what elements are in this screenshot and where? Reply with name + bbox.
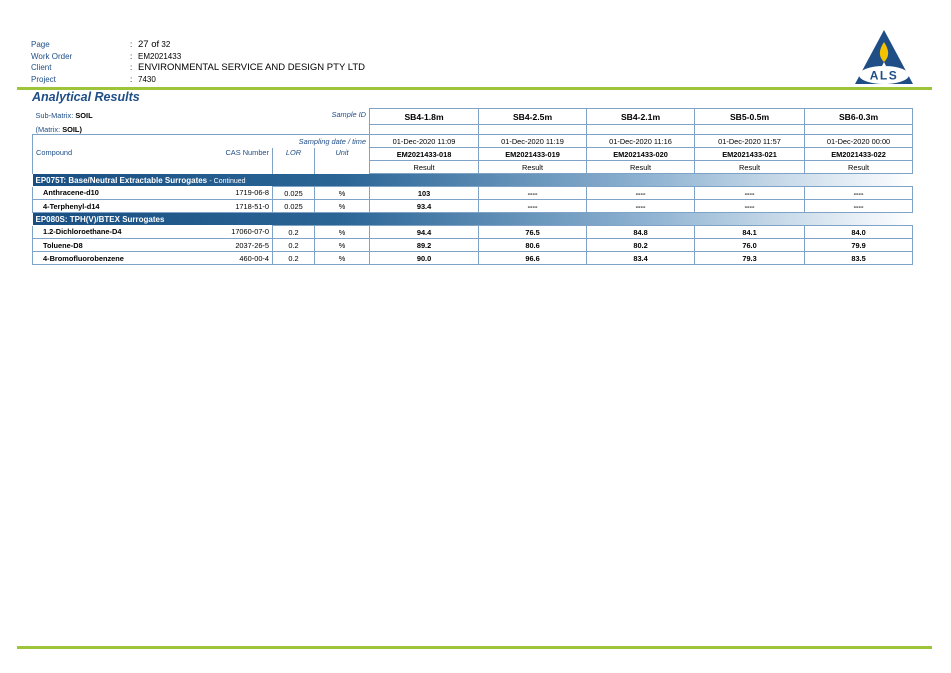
sampling-date: 01-Dec-2020 00:00 <box>805 135 913 148</box>
result-value: ---- <box>587 200 695 213</box>
result-value: 84.1 <box>695 226 805 239</box>
compound-header: Compound <box>33 148 213 174</box>
cas-number: 1718-51-0 <box>213 200 273 213</box>
lor-value: 0.2 <box>273 252 315 265</box>
result-value: 89.2 <box>370 239 479 252</box>
lab-id: EM2021433-020 <box>587 148 695 161</box>
result-label: Result <box>695 161 805 174</box>
unit-value: % <box>315 200 370 213</box>
table-row <box>33 239 913 252</box>
result-value: 83.5 <box>805 252 913 265</box>
result-label: Result <box>479 161 587 174</box>
cas-number: 1719-06-8 <box>213 187 273 200</box>
project-value: 7430 <box>138 74 156 84</box>
client-value: ENVIRONMENTAL SERVICE AND DESIGN PTY LTD <box>138 62 365 74</box>
result-value: ---- <box>695 200 805 213</box>
matrix-value: SOIL) <box>62 124 82 134</box>
sample-id: SB4-1.8m <box>370 109 479 125</box>
page-label: Page <box>31 40 50 49</box>
lab-id: EM2021433-022 <box>805 148 913 161</box>
lor-value: 0.025 <box>273 200 315 213</box>
unit-value: % <box>315 239 370 252</box>
submatrix-label: Sub-Matrix: <box>35 110 74 120</box>
lor-value: 0.2 <box>273 239 315 252</box>
result-value: 84.8 <box>587 226 695 239</box>
unit-value: % <box>315 252 370 265</box>
compound-name: 4-Bromofluorobenzene <box>33 252 213 265</box>
result-value: 93.4 <box>370 200 479 213</box>
matrix-label: (Matrix: <box>35 124 61 134</box>
result-value: 76.0 <box>695 239 805 252</box>
sampling-date: 01-Dec-2020 11:19 <box>479 135 587 148</box>
als-logo <box>853 28 915 86</box>
work-order-value: EM2021433 <box>138 51 182 61</box>
colon: : <box>130 74 133 84</box>
unit-header: Unit <box>315 148 370 174</box>
compound-name: 1.2-Dichloroethane-D4 <box>33 226 213 239</box>
colon: : <box>130 63 133 73</box>
colon: : <box>130 40 133 49</box>
lab-id: EM2021433-019 <box>479 148 587 161</box>
result-value: 96.6 <box>479 252 587 265</box>
spacer-cell <box>587 125 695 135</box>
compound-name: Toluene-D8 <box>33 239 213 252</box>
result-value: 80.2 <box>587 239 695 252</box>
result-value: ---- <box>805 187 913 200</box>
result-value: 83.4 <box>587 252 695 265</box>
spacer-cell <box>370 125 479 135</box>
result-value: ---- <box>695 187 805 200</box>
compound-name: 4-Terphenyl-d14 <box>33 200 213 213</box>
results-table <box>32 108 913 265</box>
result-label: Result <box>370 161 479 174</box>
compound-name: Anthracene-d10 <box>33 187 213 200</box>
cas-number: 17060-07-0 <box>213 226 273 239</box>
lor-value: 0.025 <box>273 187 315 200</box>
spacer-cell <box>695 125 805 135</box>
work-order-label: Work Order <box>31 51 73 61</box>
unit-value: % <box>315 187 370 200</box>
table-row <box>33 200 913 213</box>
sampling-date: 01-Dec-2020 11:57 <box>695 135 805 148</box>
lor-header: LOR <box>273 148 315 174</box>
result-label: Result <box>805 161 913 174</box>
result-value: 79.9 <box>805 239 913 252</box>
sample-id: SB4-2.1m <box>587 109 695 125</box>
result-value: 76.5 <box>479 226 587 239</box>
lor-value: 0.2 <box>273 226 315 239</box>
page-title: Analytical Results <box>32 90 140 104</box>
result-value: 84.0 <box>805 226 913 239</box>
project-label: Project <box>31 74 56 84</box>
table-row <box>33 187 913 200</box>
group-title: EP075T: Base/Neutral Extractable Surrogates <box>35 175 208 185</box>
page-total: 32 <box>161 40 171 49</box>
client-label: Client <box>31 63 52 73</box>
submatrix-value: SOIL <box>75 110 93 120</box>
result-value: ---- <box>479 200 587 213</box>
sample-id-label: Sample ID <box>331 109 367 119</box>
lab-id: EM2021433-021 <box>695 148 805 161</box>
group-header <box>33 213 913 226</box>
result-value: ---- <box>479 187 587 200</box>
lab-id: EM2021433-018 <box>370 148 479 161</box>
sampling-date: 01-Dec-2020 11:16 <box>587 135 695 148</box>
cas-header: CAS Number <box>213 148 273 174</box>
report-header <box>31 39 365 85</box>
group-title: EP080S: TPH(V)/BTEX Surrogates <box>35 214 165 224</box>
page-value <box>138 39 170 51</box>
result-label: Result <box>587 161 695 174</box>
unit-value: % <box>315 226 370 239</box>
page-number: 27 of <box>138 39 160 50</box>
result-value: 79.3 <box>695 252 805 265</box>
sample-id: SB5-0.5m <box>695 109 805 125</box>
spacer-cell <box>479 125 587 135</box>
footer-divider <box>17 646 932 649</box>
submatrix-cell <box>33 109 273 125</box>
sampling-date: 01-Dec-2020 11:09 <box>370 135 479 148</box>
cas-number: 2037-26-5 <box>213 239 273 252</box>
colon: : <box>130 51 133 61</box>
cas-number: 460-00-4 <box>213 252 273 265</box>
result-value: 80.6 <box>479 239 587 252</box>
header-divider <box>17 87 932 90</box>
spacer-cell <box>805 125 913 135</box>
group-suffix: - Continued <box>209 177 246 185</box>
sample-id: SB4-2.5m <box>479 109 587 125</box>
table-row <box>33 252 913 265</box>
result-value: ---- <box>805 200 913 213</box>
result-value: 90.0 <box>370 252 479 265</box>
result-value: ---- <box>587 187 695 200</box>
sample-id: SB6-0.3m <box>805 109 913 125</box>
logo-text: ALS <box>869 68 899 83</box>
sampling-date-label: Sampling date / time <box>33 135 370 148</box>
matrix-cell <box>33 125 370 135</box>
group-header <box>33 174 913 187</box>
result-value: 103 <box>370 187 479 200</box>
result-value: 94.4 <box>370 226 479 239</box>
table-row <box>33 226 913 239</box>
